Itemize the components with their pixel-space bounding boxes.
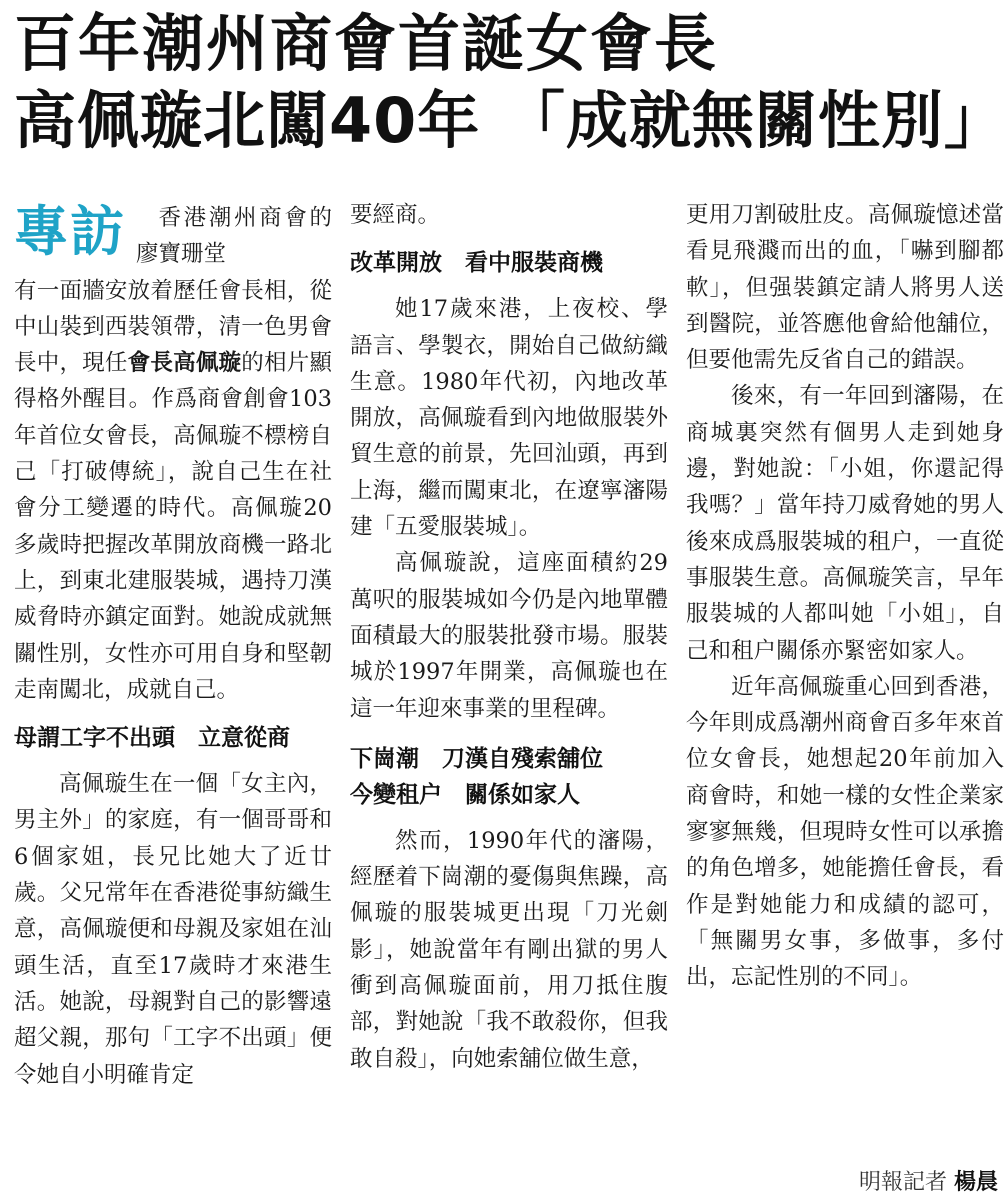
highlighted-name: 會長高佩璇 [127,350,242,377]
lead-paragraph [14,200,332,273]
article-headline [14,6,1007,160]
body-paragraph: 要經商。 [350,202,441,228]
subheading-mother: 母謂工字不出頭 立意從商 [14,725,290,752]
article-column-1 [14,200,332,1093]
subheading-reform: 改革開放 看中服裝商機 [350,250,603,277]
subheading-layoffs: 下崗潮 刀漢自殘索舖位 今變租户 關係如家人 [350,745,603,808]
body-paragraph: 更用刀割破肚皮。高佩璇憶述當看見飛濺而出的血，「嚇到腳都軟」，但强裝鎮定請人將男人送到醫院，並答應他會給他舖位，但要他需先反省自己的錯誤。 [686,202,1004,374]
article-column-2 [350,197,668,1077]
byline-name: 楊晨 [953,1170,998,1195]
body-paragraph: 後來，有一年回到瀋陽，在商城裏突然有個男人走到她身邊，對她說：「小姐，你還記得我嗎？」當年持刀威脅她的男人後來成爲服裝城的租户，一直從事服裝生意。高佩璇笑言，早年服裝城的人都叫她「小姐」，自己和租户關係亦緊密如家人。 [686,383,1004,664]
headline-line-2: 高佩璇北闖40年 「成就無關性別」 [14,84,1007,157]
lead-body: 有一面牆安放着歷任會長相，從中山裝到西裝領帶，清一色男會長中，現任會長高佩璇的相片顯得格外醒目。作爲商會創會103年首位女會長，高佩璇不標榜自己「打破傳統」，說自己生在社會分工變遷的時代。高佩璇20多歲時把握改革開放商機一路北上，到東北建服裝城，遇持刀漢威脅時亦鎮定面對。她說成就無關性別，女性亦可用自身和堅韌走南闖北，成就自己。 [14,277,332,703]
article-column-3 [686,197,1004,996]
headline-line-1: 百年潮州商會首誕女會長 [14,7,719,80]
reporter-byline [859,1165,998,1196]
lead-opening: 香港潮州商會的廖寶珊堂 [136,205,332,268]
body-paragraph: 近年高佩璇重心回到香港，今年則成爲潮州商會百多年來首位女會長，她想起20年前加入商會時，和她一樣的女性企業家寥寥無幾，但現時女性可以承擔的角色增多，她能擔任會長，看作是對她能力和成績的認可，「無關男女事，多做事，多付出，忘記性別的不同」。 [686,673,1004,991]
body-paragraph: 高佩璇生在一個「女主內，男主外」的家庭，有一個哥哥和6個家姐，長兄比她大了近廿歲。父兄常年在香港從事紡織生意，高佩璇便和母親及家姐在汕頭生活，直至17歲時才來港生活。她說，母親對自己的影響遠超父親，那句「工字不出頭」便令她自小明確肯定 [14,771,332,1088]
body-paragraph: 她17歲來港，上夜校、學語言、學製衣，開始自己做紡織生意。1980年代初，內地改革開放，高佩璇看到內地做服裝外貿生意的前景，先回汕頭，再到上海，繼而闖東北，在遼寧瀋陽建「五愛服裝城」。 [350,296,668,541]
interview-kicker: 專訪 [14,200,126,263]
byline-label: 明報記者 [858,1170,947,1195]
body-paragraph: 高佩璇說，這座面積約29萬呎的服裝城如今仍是內地單體面積最大的服裝批發市場。服裝城於1997年開業，高佩璇也在這一年迎來事業的里程碑。 [350,550,668,722]
body-paragraph: 然而，1990年代的瀋陽，經歷着下崗潮的憂傷與焦躁，高佩璇的服裝城更出現「刀光劍影」，她說當年有剛出獄的男人衝到高佩璇面前，用刀抵住腹部，對她說「我不敢殺你，但我敢自殺」，向她索舖位做生意， [350,827,668,1072]
